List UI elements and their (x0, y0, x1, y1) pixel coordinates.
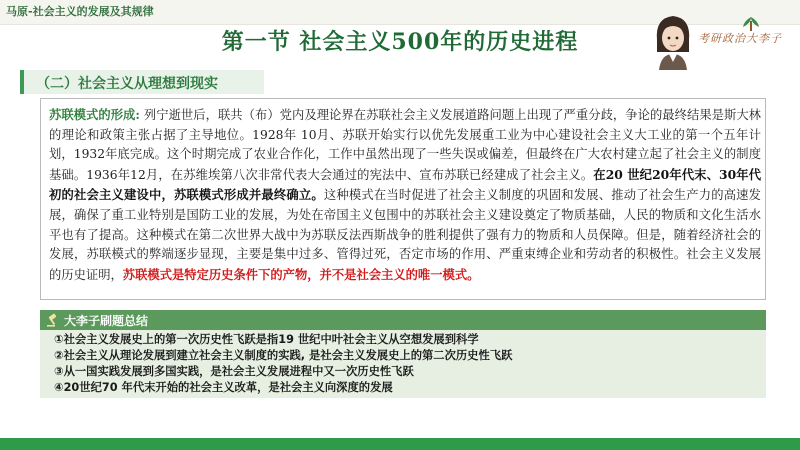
content-box (40, 98, 766, 300)
summary-item: ④20世纪70 年代末开始的社会主义改革，是社会主义向深度的发展 (54, 381, 393, 394)
content-paragraph-1: 列宁逝世后，联共（布）党内及理论界在苏联社会主义发展道路问题上出现了严重分歧，争论的最终结果是斯大林的理论和政策主张占据了主导地位。1928年 10月、苏联开始实行以优先发展重工业为中心建设社会主义大工业的第一个五年计划，1932年底完成。这个时期完成了农业合作化，工作中虽然出现了一些失误或偏差，但最终在广大农村建立起了社会主义的制度基础。1936年12月，在苏维埃第八次非常代表大会通过的宪法中、宣布苏联已经建成了社会主义。 (49, 108, 761, 182)
section-title: （二）社会主义从理想到现实 (36, 76, 218, 92)
course-label: 马原-社会主义的发展及其规律 (6, 5, 154, 18)
bottom-strip (0, 438, 800, 450)
summary-list (54, 332, 754, 396)
tree-icon (740, 15, 762, 31)
content-paragraph-2: 这种模式在当时促进了社会主义制度的巩固和发展、推动了社会生产力的高速发展，确保了重工业特别是国防工业的发展，为处在帝国主义包围中的苏联社会主义建设奠定了物质基础，人民的物质和文化生活水平也有了提高。这种模式在第二次世界大战中为苏联反法西斯战争的胜利提供了强有力的物质和人员保障。但是，随着经济社会的发展，苏联模式的弊端逐步显现，主要是集中过多、管得过死，否定市场的作用、严重束缚企业和劳动者的积极性。社会主义发展的历史证明， (49, 188, 761, 282)
summary-item: ①社会主义发展史上的第一次历史性飞跃是指19 世纪中叶社会主义从空想发展到科学 (54, 333, 479, 346)
gavel-icon (46, 313, 60, 327)
page-title: 第一节 社会主义500年的历史进程 (221, 29, 579, 55)
content-text (49, 105, 761, 285)
content-bold-statement: 在20 世纪20年代末、30年代初的社会主义建设中，苏联模式形成并最终确立。 (49, 166, 761, 203)
content-conclusion: 苏联模式是特定历史条件下的产物，并不是社会主义的唯一模式。 (122, 266, 480, 282)
brand-logo: 考研政治大李子 (698, 32, 782, 45)
content-label: 苏联模式的形成: (49, 107, 140, 122)
section-header (20, 70, 264, 94)
summary-item: ③从一国实践发展到多国实践，是社会主义发展进程中又一次历史性飞跃 (54, 365, 414, 378)
avatar (651, 12, 695, 70)
summary-body (40, 330, 766, 398)
summary-title: 大李子刷题总结 (64, 314, 149, 328)
summary-item: ②社会主义从理论发展到建立社会主义制度的实践, 是社会主义发展史上的第二次历史性飞跃 (54, 349, 513, 362)
summary-header (40, 310, 766, 330)
